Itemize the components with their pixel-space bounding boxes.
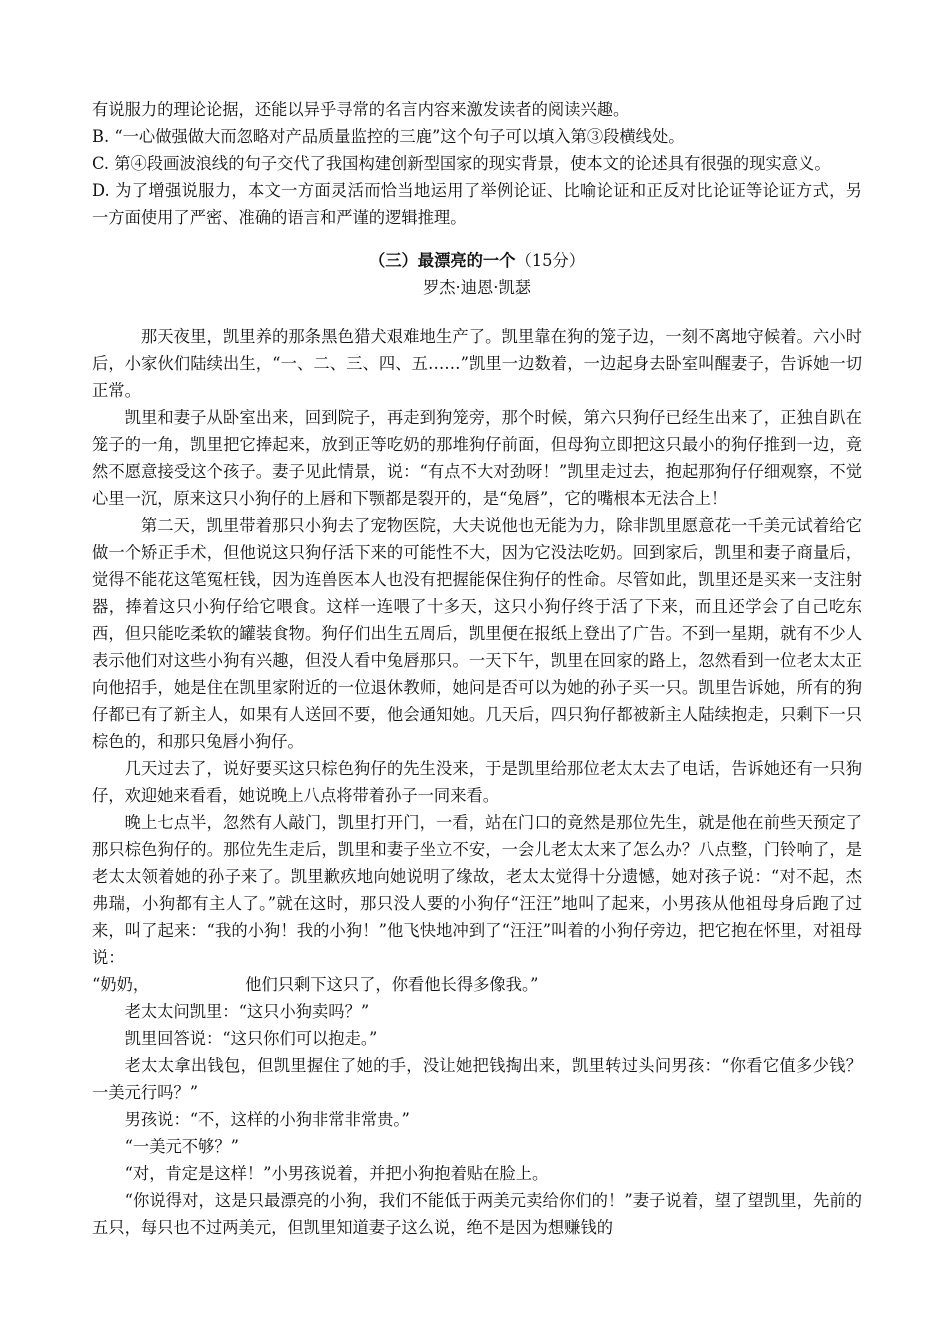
paragraph-12: “对，肯定是这样！”小男孩说着，并把小狗抱着贴在脸上。: [124, 1164, 549, 1183]
paragraph-6-end: 他们只剩下这只了，你看他长得多像我。”: [245, 975, 539, 994]
option-b: B. “一心做强做大而忽略对产品质量监控的三鹿”这个句子可以填入第③段横线处。: [92, 127, 685, 146]
section-title: [92, 247, 862, 274]
author: 罗杰·迪恩·凯瑟: [422, 278, 532, 297]
paragraph-3: 第二天，凯里带着那只小狗去了宠物医院，大夫说他也无能为力，除非凯里愿意花一千美元试着给它做一个矫正手术，但他说这只狗仔活下来的可能性不大，因为它没法吃奶。回到家后，凯里和妻子商量后，觉得不能花这笔冤枉钱，因为连兽医本人也没有把握能保住狗仔的性命。尽管如此，凯里还是买来一支注射器，捧着这只小狗仔给它喂食。这样一连喂了十多天，这只小狗仔终于活了下来，而且还学会了自己吃东西，但只能吃柔软的罐装食物。狗仔们出生五周后，凯里便在报纸上登出了广告。不到一星期，就有不少人表示他们对这些小狗有兴趣，但没人看中兔唇那只。一天下午，凯里在回家的路上，忽然看到一位老太太正向他招手，她是住在凯里家附近的一位退休教师，她问是否可以为她的孙子买一只。凯里告诉她，所有的狗仔都已有了新主人，如果有人送回不要，他会通知她。几天后，四只狗仔都被新主人陆续抱走，只剩下一只棕色的，和那只兔唇小狗仔。: [92, 516, 862, 751]
option-d: D. 为了增强说服力，本文一方面灵活而恰当地运用了举例论证、比喻论证和正反对比论证等论证方式，另一方面使用了严密、准确的语言和严谨的逻辑推理。: [92, 181, 862, 227]
paragraph-6-start: “奶奶，: [92, 975, 150, 994]
section-title-text: （三）最漂亮的一个: [368, 251, 516, 270]
paragraph-11: “一美元不够？”: [124, 1137, 239, 1156]
paragraph-13: “你说得对，这是只最漂亮的小狗，我们不能低于两美元卖给你们的！”妻子说着，望了望凯里，先前的五只，每只也不过两美元，但凯里知道妻子这么说，绝不是因为想赚钱的: [92, 1191, 862, 1237]
section-score: （15分）: [515, 251, 586, 270]
option-a-continuation: 有说服力的理论论据，还能以异乎寻常的名言内容来激发读者的阅读兴趣。: [92, 100, 630, 119]
paragraph-10: 男孩说：“不，这样的小狗非常非常贵。”: [124, 1110, 410, 1129]
paragraph-2: 凯里和妻子从卧室出来，回到院子，再走到狗笼旁，那个时候，第六只狗仔已经生出来了，正独自趴在笼子的一角，凯里把它捧起来，放到正等吃奶的那堆狗仔前面，但母狗立即把这只最小的狗仔推到一边，竟然不愿意接受这个孩子。妻子见此情景，说：“有点不大对劲呀！”凯里走过去，抱起那狗仔仔细观察，不觉心里一沉，原来这只小狗仔的上唇和下颚都是裂开的，是“兔唇”，它的嘴根本无法合上！: [92, 408, 862, 508]
paragraph-7: 老太太问凯里：“这只小狗卖吗？”: [124, 1002, 370, 1021]
paragraph-6: [92, 971, 862, 998]
paragraph-4: 几天过去了，说好要买这只棕色狗仔的先生没来，于是凯里给那位老太太去了电话，告诉她还有一只狗仔，欢迎她来看看，她说晚上八点将带着孙子一同来看。: [92, 759, 862, 805]
paragraph-8: 凯里回答说：“这只你们可以抱走。”: [124, 1029, 378, 1048]
document-page: [92, 96, 862, 1241]
paragraph-9: 老太太拿出钱包，但凯里握住了她的手，没让她把钱掏出来，凯里转过头问男孩：“你看它值多少钱？一美元行吗？”: [92, 1056, 862, 1102]
paragraph-1: 那天夜里，凯里养的那条黑色猎犬艰难地生产了。凯里靠在狗的笼子边，一刻不离地守候着。六小时后，小家伙们陆续出生，“一、二、三、四、五……”凯里一边数着，一边起身去卧室叫醒妻子，告诉她一切正常。: [92, 327, 862, 400]
paragraph-5: 晚上七点半，忽然有人敲门，凯里打开门，一看，站在门口的竟然是那位先生，就是他在前些天预定了那只棕色狗仔的。那位先生走后，凯里和妻子坐立不安，一会儿老太太来了怎么办？八点整，门铃响了，是老太太领着她的孙子来了。凯里歉疚地向她说明了缘故，老太太觉得十分遗憾，她对孩子说：“对不起，杰弗瑞，小狗都有主人了。”就在这时，那只没人要的小狗仔“汪汪”地叫了起来，小男孩从他祖母身后跑了过来，叫了起来：“我的小狗！我的小狗！”他飞快地冲到了“汪汪”叫着的小狗仔旁边，把它抱在怀里，对祖母说：: [92, 813, 862, 967]
option-c: C. 第④段画波浪线的句子交代了我国构建创新型国家的现实背景，使本文的论述具有很强的现实意义。: [92, 154, 831, 173]
